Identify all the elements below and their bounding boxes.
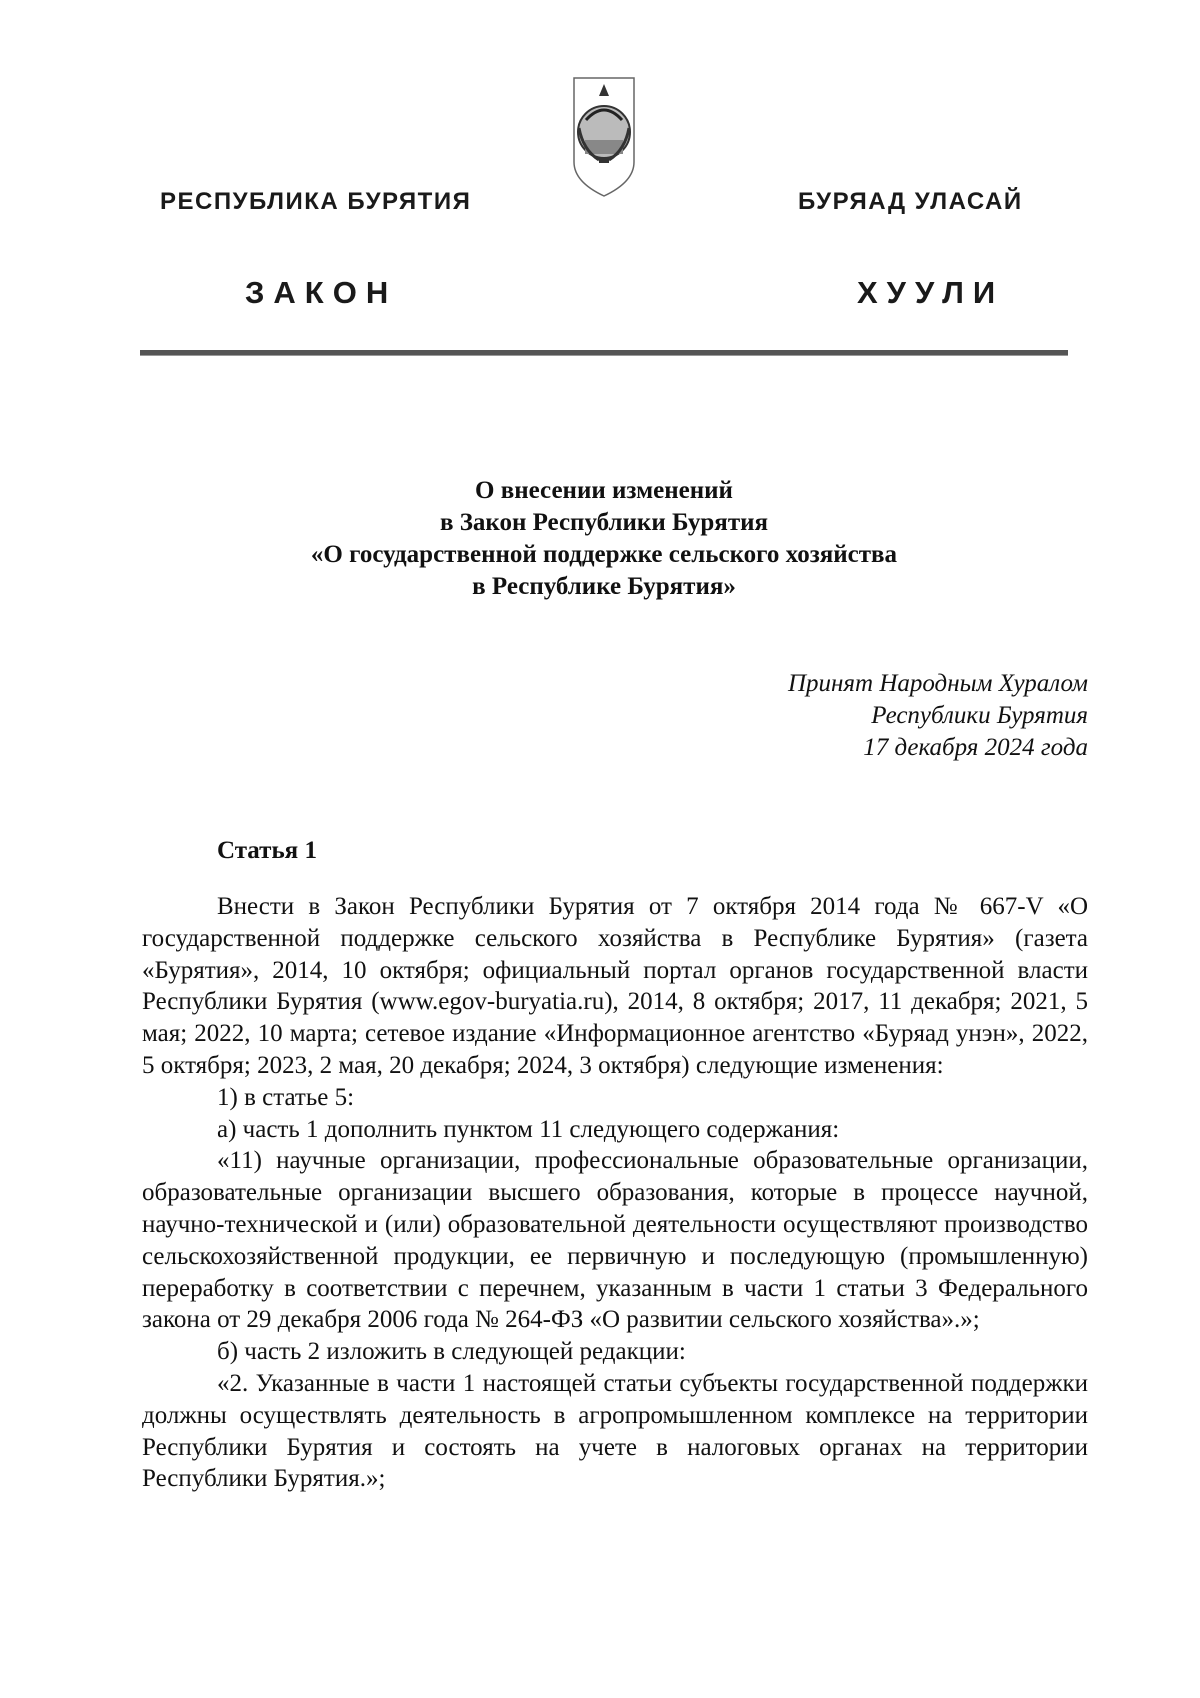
article-paragraph: 1) в статье 5: — [217, 1083, 355, 1111]
adoption-date: 17 декабря 2024 года — [863, 734, 1088, 761]
coat-of-arms-emblem — [569, 70, 639, 200]
article-body — [142, 891, 1088, 1495]
article-paragraph: а) часть 1 дополнить пунктом 11 следующего содержания: — [217, 1115, 840, 1143]
article-paragraph: б) часть 2 изложить в следующей редакции: — [217, 1338, 686, 1366]
header-divider — [140, 350, 1068, 356]
article-paragraph: Внести в Закон Республики Бурятия от 7 октября 2014 года № 667-V «О государственной поддержке сельского хозяйства в Республике Бурятия» (газета «Бурятия», 2014, 10 октября; официальный портал органов государственной власти Республики Бурятия (www.egov-buryatia.ru), 2014, 8 октября; 2017, 11 декабря; 2021, 5 мая; 2022, 10 марта; сетевое издание «Информационное агентство «Буряад унэн», 2022, 5 октября; 2023, 2 мая, 20 декабря; 2024, 3 октября) следующие изменения: — [142, 893, 1088, 1079]
title-line: О внесении изменений — [475, 477, 733, 504]
law-label-russian: ЗАКОН — [245, 275, 398, 310]
article-heading: Статья 1 — [217, 837, 317, 864]
article-paragraph: «11) научные организации, профессиональные образовательные организации, образовательные организации высшего образования, которые в процессе научной, научно-технической и (или) образовательной деятельности осуществляют производство сельскохозяйственной продукции, ее первичную и последующую (промышленную) переработку в соответствии с перечнем, указанным в части 1 статьи 3 Федерального закона от 29 декабря 2006 года № 264-ФЗ «О развитии сельского хозяйства».»; — [142, 1147, 1088, 1334]
adoption-note — [788, 668, 1088, 764]
title-line: в Республике Бурятия» — [472, 573, 736, 600]
law-label-buryat: ХУУЛИ — [857, 275, 1005, 310]
republic-name-buryat: БУРЯАД УЛАСАЙ — [798, 188, 1023, 215]
title-line: в Закон Республики Бурятия — [439, 509, 769, 536]
adoption-line: Республики Бурятия — [871, 702, 1088, 729]
republic-name-russian: РЕСПУБЛИКА БУРЯТИЯ — [160, 188, 472, 215]
article-paragraph: «2. Указанные в части 1 настоящей статьи субъекты государственной поддержки должны осуществлять деятельность в агропромышленном комплексе на территории Республики Бурятия и состоять на учете в налоговых органах на территории Республики Бурятия.»; — [142, 1369, 1088, 1493]
title-line: «О государственной поддержке сельского хозяйства — [310, 541, 898, 568]
law-title — [140, 475, 1068, 603]
adoption-line: Принят Народным Хуралом — [787, 670, 1088, 697]
